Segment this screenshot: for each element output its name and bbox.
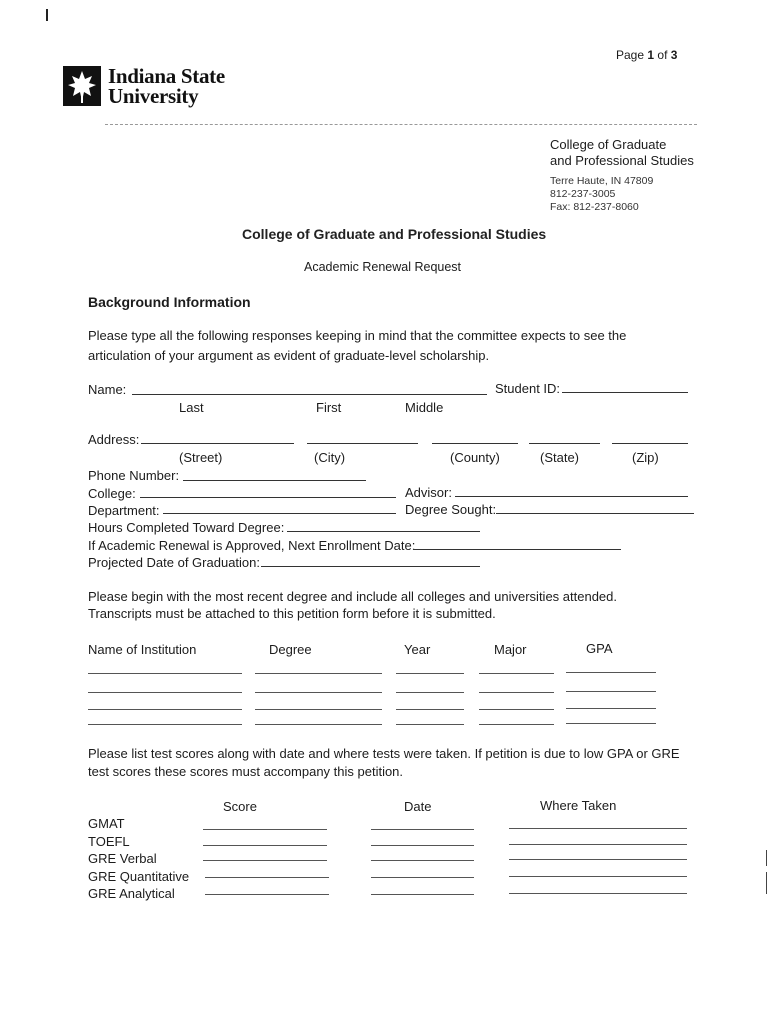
advisor-field[interactable] [455, 496, 688, 497]
state-caption: (State) [540, 450, 580, 465]
degree-row-2-major[interactable] [479, 692, 554, 693]
intro-line1: Please type all the following responses keeping in mind that the committee expects to see the [88, 328, 627, 343]
toefl-score-field[interactable] [203, 845, 327, 846]
phone-label: Phone Number: [88, 468, 180, 483]
tests-instructions-line1: Please list test scores along with date and where tests were taken. If petition is due to low GPA or GRE [88, 746, 680, 761]
graduation-label: Projected Date of Graduation: [88, 555, 260, 570]
form-subtitle: Academic Renewal Request [304, 260, 462, 274]
test-gre-quantitative-label: GRE Quantitative [88, 869, 190, 884]
leaf-seal-icon [63, 66, 101, 106]
degree-row-4-major[interactable] [479, 724, 554, 725]
degree-row-2-gpa[interactable] [566, 691, 656, 692]
college-field[interactable] [140, 497, 396, 498]
student-id-label: Student ID: [495, 381, 561, 396]
header-rule [105, 124, 697, 125]
gre-verbal-score-field[interactable] [203, 860, 327, 861]
college-name-line1: College of Graduate [550, 137, 667, 152]
college-name-line2: and Professional Studies [550, 153, 694, 168]
toefl-date-field[interactable] [371, 845, 474, 846]
city-field[interactable] [307, 443, 418, 444]
degree-row-2-institution[interactable] [88, 692, 242, 693]
graduation-field[interactable] [261, 566, 480, 567]
test-gre-verbal-label: GRE Verbal [88, 851, 157, 866]
next-enrollment-field[interactable] [413, 549, 621, 550]
name-label: Name: [88, 382, 127, 397]
degree-row-2-degree[interactable] [255, 692, 382, 693]
col-where-taken: Where Taken [540, 798, 617, 813]
degree-row-1-degree[interactable] [255, 673, 382, 674]
test-toefl-label: TOEFL [88, 834, 130, 849]
degrees-instructions-line1: Please begin with the most recent degree and include all colleges and universities attended. [88, 589, 618, 604]
col-institution: Name of Institution [88, 642, 197, 657]
hours-label: Hours Completed Toward Degree: [88, 520, 285, 535]
degree-row-4-degree[interactable] [255, 724, 382, 725]
zip-field[interactable] [612, 443, 688, 444]
phone-field[interactable] [183, 480, 366, 481]
gre-quantitative-date-field[interactable] [371, 877, 474, 878]
gmat-date-field[interactable] [371, 829, 474, 830]
col-date: Date [404, 799, 432, 814]
col-gpa: GPA [586, 641, 613, 656]
degree-row-1-year[interactable] [396, 673, 464, 674]
college-fax: Fax: 812-237-8060 [550, 201, 639, 213]
tests-instructions-line2: test scores these scores must accompany this petition. [88, 764, 404, 779]
gre-analytical-where-field[interactable] [509, 893, 687, 894]
zip-caption: (Zip) [632, 450, 659, 465]
gre-analytical-date-field[interactable] [371, 894, 474, 895]
degree-row-4-gpa[interactable] [566, 723, 656, 724]
degree-row-4-institution[interactable] [88, 724, 242, 725]
address-label: Address: [88, 432, 140, 447]
name-middle-caption: Middle [405, 400, 444, 415]
gre-quantitative-where-field[interactable] [509, 876, 687, 877]
logo-name-line2: University [108, 84, 199, 108]
student-id-field[interactable] [562, 392, 688, 393]
name-last-caption: Last [179, 400, 204, 415]
state-field[interactable] [529, 443, 600, 444]
degree-row-1-institution[interactable] [88, 673, 242, 674]
test-gmat-label: GMAT [88, 816, 125, 831]
city-caption: (City) [314, 450, 346, 465]
street-field[interactable] [141, 443, 294, 444]
form-title: College of Graduate and Professional Studies [242, 226, 547, 242]
department-label: Department: [88, 503, 160, 518]
college-phone: 812-237-3005 [550, 188, 616, 200]
degree-row-3-year[interactable] [396, 709, 464, 710]
gmat-where-field[interactable] [509, 828, 687, 829]
col-score: Score [223, 799, 257, 814]
gre-analytical-score-field[interactable] [205, 894, 329, 895]
street-caption: (Street) [179, 450, 223, 465]
degree-row-3-gpa[interactable] [566, 708, 656, 709]
scan-mark [46, 9, 48, 21]
degree-row-1-major[interactable] [479, 673, 554, 674]
degree-row-3-major[interactable] [479, 709, 554, 710]
gre-verbal-where-field[interactable] [509, 859, 687, 860]
gre-verbal-date-field[interactable] [371, 860, 474, 861]
gmat-score-field[interactable] [203, 829, 327, 830]
section-heading: Background Information [88, 294, 251, 310]
intro-line2: articulation of your argument as evident of graduate-level scholarship. [88, 348, 490, 363]
name-field[interactable] [132, 394, 487, 395]
degrees-instructions-line2: Transcripts must be attached to this petition form before it is submitted. [88, 606, 496, 621]
scan-edge-mark [766, 872, 767, 894]
name-first-caption: First [316, 400, 342, 415]
degree-row-3-degree[interactable] [255, 709, 382, 710]
gre-quantitative-score-field[interactable] [205, 877, 329, 878]
page-number: Page 1 of 3 [616, 48, 678, 62]
county-field[interactable] [432, 443, 518, 444]
logo-name-line1: Indiana State [108, 64, 225, 88]
degree-row-4-year[interactable] [396, 724, 464, 725]
college-label: College: [88, 486, 136, 501]
degree-sought-label: Degree Sought: [405, 502, 497, 517]
degree-row-2-year[interactable] [396, 692, 464, 693]
degree-row-3-institution[interactable] [88, 709, 242, 710]
degree-sought-field[interactable] [496, 513, 694, 514]
university-logo [63, 66, 263, 110]
next-enrollment-label: If Academic Renewal is Approved, Next Enrollment Date: [88, 538, 416, 553]
col-degree: Degree [269, 642, 312, 657]
test-gre-analytical-label: GRE Analytical [88, 886, 175, 901]
col-year: Year [404, 642, 431, 657]
scan-edge-mark [766, 850, 767, 866]
department-field[interactable] [163, 513, 396, 514]
college-address: Terre Haute, IN 47809 [550, 175, 654, 187]
hours-field[interactable] [287, 531, 480, 532]
toefl-where-field[interactable] [509, 844, 687, 845]
col-major: Major [494, 642, 527, 657]
county-caption: (County) [450, 450, 500, 465]
advisor-label: Advisor: [405, 485, 452, 500]
degree-row-1-gpa[interactable] [566, 672, 656, 673]
